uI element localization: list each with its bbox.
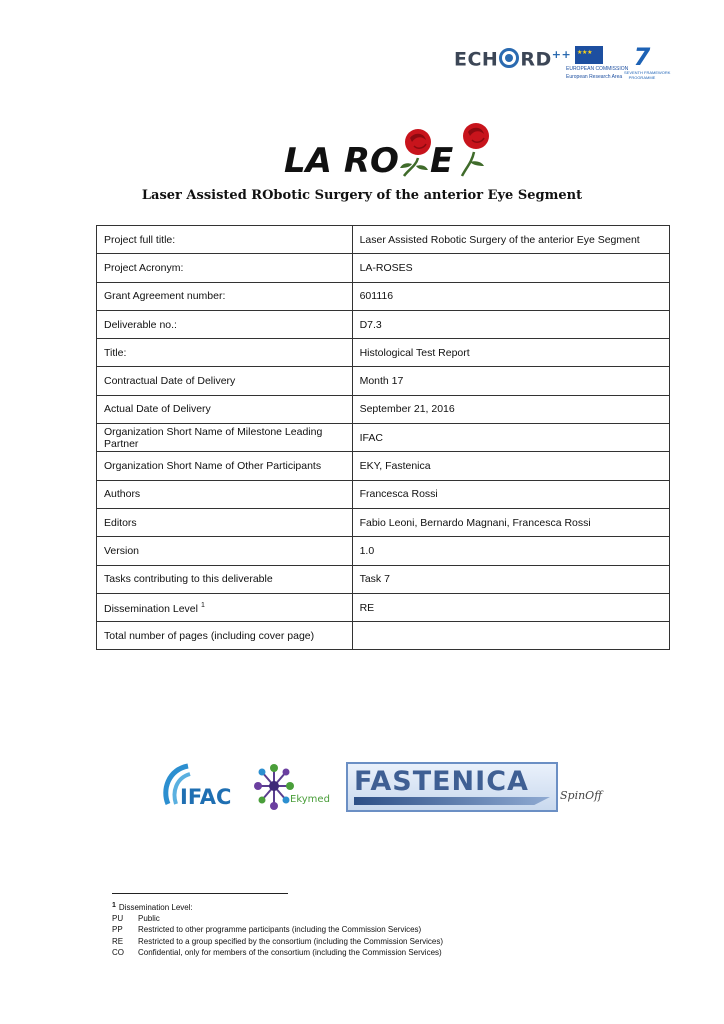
fastenica-logo [346,762,558,812]
spinoff-logo-text: SpinOff [560,789,602,802]
footnote-text: Confidential, only for members of the consortium (including the Commission Services) [138,947,442,957]
row-label: Grant Agreement number: [97,282,353,310]
row-value: RE [352,593,669,621]
row-label: Tasks contributing to this deliverable [97,565,353,593]
eu-logo-line2: European Research Area [566,74,623,80]
footnote-item [112,924,632,935]
row-value: 601116 [352,282,669,310]
footnote-title: $^1$ Dissemination Level: [112,902,193,912]
footnote [112,900,632,958]
table-row [97,593,670,621]
la-roses-logo-graphic [280,118,495,180]
row-label: Organization Short Name of Other Participants [97,452,353,480]
row-value: September 21, 2016 [352,395,669,423]
fp7-number: 7 [633,43,651,71]
spinoff-logo [560,786,620,806]
eu-logo-line1: EUROPEAN COMMISSION [566,66,629,72]
row-label: Contractual Date of Delivery [97,367,353,395]
footnote-divider [112,893,288,894]
rose-icon [400,129,431,176]
row-value: 1.0 [352,537,669,565]
fp7-logo [624,43,671,80]
table-row [97,452,670,480]
row-value: Task 7 [352,565,669,593]
eu-commission-logo [566,46,629,80]
echord-ring-icon [499,48,519,68]
project-info-table [96,225,670,650]
row-label: Organization Short Name of Milestone Leading Partner [97,424,353,452]
row-value: EKY, Fastenica [352,452,669,480]
table-row [97,480,670,508]
row-label: Actual Date of Delivery [97,395,353,423]
header-logos [454,43,671,80]
echord-logo: ECH RD++ [454,48,572,71]
row-label: Version [97,537,353,565]
table-row [97,339,670,367]
fp7-line1: SEVENTH FRAMEWORK [624,70,671,75]
footnote-item [112,936,632,947]
table-row [97,282,670,310]
ekymed-logo [250,758,340,816]
eu-flag-icon [575,46,603,64]
table-row [97,254,670,282]
ifac-logo-text: IFAC [180,785,232,809]
row-value: D7.3 [352,310,669,338]
row-value: Francesca Rossi [352,480,669,508]
footnote-text: Restricted to a group specified by the consortium (including the Commission Services) [138,936,444,946]
table-row [97,310,670,338]
row-value: Histological Test Report [352,339,669,367]
row-value: LA-ROSES [352,254,669,282]
row-label: Title: [97,339,353,367]
logo-text-part2: E [430,141,454,180]
row-value: Month 17 [352,367,669,395]
logo-text-part1: LA RO [284,141,399,180]
footnote-code: CO [112,947,124,957]
table-row [97,395,670,423]
table-row [97,424,670,452]
fp7-line2: PROGRAMME [628,75,656,80]
table-row [97,508,670,536]
rose-icon [462,123,489,176]
ifac-logo [160,760,248,814]
fastenica-bar [354,797,550,805]
row-label: Editors [97,508,353,536]
footnote-item [112,913,632,924]
footnote-code: PP [112,925,123,935]
fastenica-logo-text: FASTENICA [354,766,529,797]
table-row [97,367,670,395]
ekymed-logo-text: Ekymed [290,794,330,805]
table-row [97,226,670,254]
row-label: Project full title: [97,226,353,254]
footnote-code: RE [112,936,124,946]
footnote-code: PU [112,914,124,924]
row-label: Deliverable no.: [97,310,353,338]
row-label: Total number of pages (including cover page) [97,622,353,650]
row-value: Fabio Leoni, Bernardo Magnani, Francesca Rossi [352,508,669,536]
footnote-item [112,947,632,958]
table-row [97,537,670,565]
row-label: Project Acronym: [97,254,353,282]
footnote-text: Restricted to other programme participants (including the Commission Services) [138,925,422,935]
row-label: Dissemination Level $^1$ [97,593,353,621]
row-value: IFAC [352,424,669,452]
footnote-reference: 1 [200,602,205,609]
row-label: Authors [97,480,353,508]
table-row [97,565,670,593]
row-value [352,622,669,650]
la-roses-logo [280,118,495,180]
partner-logos [160,758,620,816]
row-value: Laser Assisted Robotic Surgery of the anterior Eye Segment [352,226,669,254]
project-subtitle: Laser Assisted RObotic Surgery of the anterior Eye Segment [141,188,583,203]
footnote-text: Public [138,914,160,924]
table-row [97,622,670,650]
